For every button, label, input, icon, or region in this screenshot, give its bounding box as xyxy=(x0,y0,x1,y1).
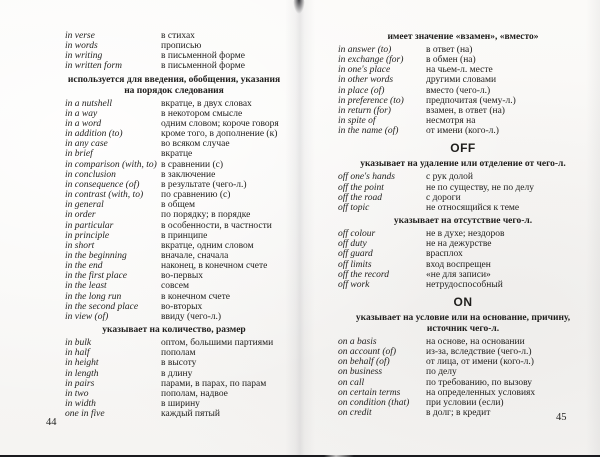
page-left-content xyxy=(65,31,283,419)
entry-term: in particular xyxy=(65,220,114,231)
entry-term: off the record xyxy=(338,269,390,280)
entry-translation: совсем xyxy=(161,281,189,292)
dictionary-entry xyxy=(65,338,283,348)
entry-translation: от имени (кого-л.) xyxy=(426,126,499,137)
entry-term: in writing xyxy=(65,51,103,62)
page-right xyxy=(313,0,600,457)
dictionary-entry xyxy=(65,271,283,281)
dictionary-entry xyxy=(338,126,588,136)
entry-translation: другими словами xyxy=(426,75,497,86)
entry-term: in other words xyxy=(338,75,394,86)
entry-term: in height xyxy=(65,358,99,369)
entry-term: in the first place xyxy=(65,271,128,282)
entry-term: in conclusion xyxy=(65,169,116,180)
entry-translation: не относящийся к теме xyxy=(426,202,520,213)
dictionary-entry xyxy=(338,378,588,388)
dictionary-entry xyxy=(65,61,283,71)
dictionary-entry xyxy=(65,119,283,129)
entry-term: in width xyxy=(65,399,96,409)
entry-term: in order xyxy=(65,210,96,221)
dictionary-entry xyxy=(338,398,588,408)
entry-translation: во всяком случае xyxy=(161,139,230,150)
entry-term: in principle xyxy=(65,230,110,241)
entry-term: in comparison (with, to) xyxy=(65,159,157,170)
entry-translation: парами, в парах, по парам xyxy=(161,378,267,389)
page-number-left: 44 xyxy=(46,417,57,428)
entry-term: in a way xyxy=(65,108,98,119)
entry-term: in answer (to) xyxy=(338,45,392,55)
dictionary-entry xyxy=(65,109,283,119)
entry-translation: по требованию, по вызову xyxy=(426,377,533,388)
entry-translation: в письменной форме xyxy=(161,51,245,62)
section-header: указывает на количество, размер xyxy=(102,325,246,336)
dictionary-entry xyxy=(338,116,588,126)
dictionary-entry xyxy=(338,203,588,213)
entry-term: in view (of) xyxy=(65,311,109,322)
entry-translation: каждый пятый xyxy=(161,409,220,420)
dictionary-entry xyxy=(338,337,588,347)
entry-term: in contrast (with, to) xyxy=(65,190,144,201)
entry-term: in a nutshell xyxy=(65,98,112,109)
dictionary-entry xyxy=(338,96,588,106)
dictionary-entry xyxy=(338,388,588,398)
entry-translation: вкратце xyxy=(161,149,193,160)
dictionary-entry xyxy=(338,280,588,290)
entry-term: in pairs xyxy=(65,378,95,389)
entry-translation: в сравнении (с) xyxy=(161,159,224,170)
entry-term: on condition (that) xyxy=(338,397,410,408)
entry-term: on a basis xyxy=(338,336,377,347)
entry-term: in two xyxy=(65,388,89,399)
entry-translation: прописью xyxy=(161,41,202,52)
dictionary-entry xyxy=(65,241,283,251)
entry-term: off colour xyxy=(338,229,376,240)
dictionary-entry xyxy=(65,149,283,159)
entry-translation: вначале, сначала xyxy=(161,250,229,261)
entry-term: in the second place xyxy=(65,301,139,312)
entry-translation: в ширину xyxy=(161,399,200,409)
entry-term: in the name (of) xyxy=(338,126,399,137)
dictionary-entry xyxy=(65,409,283,419)
entry-translation: при условии (если) xyxy=(426,397,504,408)
dictionary-entry xyxy=(65,200,283,210)
page-number-right: 45 xyxy=(556,412,567,423)
entry-translation: «не для записи» xyxy=(426,269,491,280)
entry-translation: пополам xyxy=(161,348,196,359)
entry-translation: пополам, надвое xyxy=(161,388,228,399)
entry-term: in preference (to) xyxy=(338,95,404,106)
entry-term: in half xyxy=(65,348,90,359)
entry-term: in verse xyxy=(65,31,95,41)
entry-translation: вход воспрещен xyxy=(426,259,491,270)
entry-translation: несмотря на xyxy=(426,116,476,127)
dictionary-entry xyxy=(65,231,283,241)
entry-translation: из-за, вследствие (чего-л.) xyxy=(426,347,532,358)
dictionary-entry xyxy=(338,55,588,65)
entry-translation: наконец, в конечном счете xyxy=(161,261,268,272)
entry-translation: по порядку; в порядке xyxy=(161,210,251,221)
entry-translation: в результате (чего-л.) xyxy=(161,179,247,190)
dictionary-entry xyxy=(65,160,283,170)
entry-term: on behalf (of) xyxy=(338,357,390,368)
dictionary-entry xyxy=(65,369,283,379)
dictionary-entry xyxy=(338,45,588,55)
section-header: указывает на условие или на основание, причину, источник чего-л. xyxy=(355,312,571,334)
dictionary-entry xyxy=(338,260,588,270)
entry-term: in the end xyxy=(65,261,103,272)
entry-translation: в некотором смысле xyxy=(161,108,243,119)
entry-translation: врасплох xyxy=(426,249,463,260)
entry-term: in written form xyxy=(65,61,123,72)
entry-term: in brief xyxy=(65,149,93,160)
entry-translation: взамен, в ответ (на) xyxy=(426,105,505,116)
dictionary-entry xyxy=(65,31,283,41)
entry-term: in exchange (for) xyxy=(338,55,404,66)
dictionary-entry xyxy=(338,65,588,75)
entry-translation: в конечном счете xyxy=(161,291,231,302)
entry-translation: в длину xyxy=(161,368,193,379)
entry-translation: в стихах xyxy=(161,31,195,41)
dictionary-entry xyxy=(65,41,283,51)
page-right-content xyxy=(338,32,588,418)
dictionary-entry xyxy=(338,347,588,357)
dictionary-entry xyxy=(338,408,588,418)
entry-translation: в особенности, в частности xyxy=(161,220,272,231)
entry-term: off one's hands xyxy=(338,172,395,183)
dictionary-entry xyxy=(65,51,283,61)
entry-term: in the least xyxy=(65,281,107,292)
section-title-off: OFF xyxy=(450,141,476,156)
entry-translation: от лица, от имени (кого-л.) xyxy=(426,357,534,368)
entry-translation: в ответ (на) xyxy=(426,45,473,55)
entry-translation: во-первых xyxy=(161,271,204,282)
entry-translation: вместо (чего-л.) xyxy=(426,85,491,96)
entry-translation: не на дежурстве xyxy=(426,239,492,250)
entry-term: on account (of) xyxy=(338,347,397,358)
entry-translation: на определенных условиях xyxy=(426,387,536,398)
entry-term: on call xyxy=(338,377,365,388)
dictionary-entry xyxy=(338,193,588,203)
entry-term: in short xyxy=(65,240,95,251)
entry-translation: вкратце, в двух словах xyxy=(161,98,252,109)
entry-translation: на основе, на основании xyxy=(426,336,525,347)
dictionary-entry xyxy=(65,251,283,261)
entry-translation: во-вторых xyxy=(161,301,203,312)
dictionary-entry xyxy=(65,139,283,149)
dictionary-entry xyxy=(338,357,588,367)
entry-term: on certain terms xyxy=(338,387,401,398)
section-header: имеет значение «взамен», «вместо» xyxy=(387,32,539,42)
section-header: используется для введения, обобщения, указания на порядок следования xyxy=(67,74,281,96)
dictionary-entry xyxy=(65,348,283,358)
page-edge-shading xyxy=(586,0,600,457)
entry-translation: кроме того, в дополнение (к) xyxy=(161,129,278,140)
entry-term: in length xyxy=(65,368,99,379)
entry-translation: не в духе; нездоров xyxy=(426,229,505,240)
dictionary-entry xyxy=(65,221,283,231)
entry-term: off work xyxy=(338,279,370,290)
entry-translation: предпочитая (чему-л.) xyxy=(426,95,516,106)
entry-term: in one's place xyxy=(338,65,391,76)
entry-translation: не по существу, не по делу xyxy=(426,182,534,193)
entry-term: in general xyxy=(65,200,104,211)
dictionary-entry xyxy=(338,86,588,96)
entry-translation: одним словом; короче говоря xyxy=(161,118,279,129)
dictionary-entry xyxy=(338,229,588,239)
dictionary-entry xyxy=(338,75,588,85)
entry-term: off the point xyxy=(338,182,384,193)
dictionary-entry xyxy=(338,106,588,116)
entry-term: in place (of) xyxy=(338,85,385,96)
entry-translation: по делу xyxy=(426,367,457,378)
entry-term: in any case xyxy=(65,139,108,150)
entry-term: in consequence (of) xyxy=(65,179,140,190)
dictionary-entry xyxy=(338,239,588,249)
dictionary-entry xyxy=(65,210,283,220)
entry-term: off the road xyxy=(338,192,382,203)
dictionary-entry xyxy=(65,312,283,322)
dictionary-entry xyxy=(65,281,283,291)
entry-translation: по сравнению (с) xyxy=(161,190,231,201)
entry-translation: в долг; в кредит xyxy=(426,408,491,419)
entry-translation: ввиду (чего-л.) xyxy=(161,311,222,322)
dictionary-entry xyxy=(338,270,588,280)
book-gutter xyxy=(285,0,315,457)
dictionary-entry xyxy=(65,302,283,312)
entry-term: in words xyxy=(65,41,98,52)
entry-translation: в общем xyxy=(161,200,195,211)
dictionary-entry xyxy=(65,129,283,139)
entry-term: on credit xyxy=(338,408,372,419)
dictionary-entry xyxy=(65,170,283,180)
dictionary-entry xyxy=(65,99,283,109)
dictionary-entry xyxy=(65,358,283,368)
entry-translation: оптом, большими партиями xyxy=(161,338,274,349)
entry-term: on business xyxy=(338,367,383,378)
entry-translation: в высоту xyxy=(161,358,197,369)
dictionary-entry xyxy=(338,249,588,259)
entry-term: in the beginning xyxy=(65,250,127,261)
section-header: указывает на удаление или отделение от чего-л. xyxy=(360,159,566,170)
entry-term: off topic xyxy=(338,202,370,213)
dictionary-entry xyxy=(65,399,283,409)
entry-translation: в принципе xyxy=(161,230,208,241)
entry-translation: вкратце, одним словом xyxy=(161,240,254,251)
entry-translation: на чьем-л. месте xyxy=(426,65,493,76)
entry-term: in bulk xyxy=(65,338,92,349)
dictionary-entry xyxy=(65,180,283,190)
entry-term: off guard xyxy=(338,249,373,260)
entry-term: in the long run xyxy=(65,291,122,302)
page-left xyxy=(0,0,287,457)
dictionary-entry xyxy=(65,292,283,302)
dictionary-entry xyxy=(338,183,588,193)
dictionary-entry xyxy=(338,367,588,377)
entry-translation: нетрудоспособный xyxy=(426,279,503,290)
entry-translation: в обмен (на) xyxy=(426,55,476,66)
entry-translation: с дороги xyxy=(426,192,461,203)
entry-term: in spite of xyxy=(338,116,376,127)
dictionary-entry xyxy=(65,261,283,271)
entry-translation: в письменной форме xyxy=(161,61,245,72)
entry-translation: в заключение xyxy=(161,169,216,180)
entry-term: in a word xyxy=(65,118,102,129)
dictionary-entry xyxy=(65,379,283,389)
entry-translation: с рук долой xyxy=(426,172,473,183)
entry-term: one in five xyxy=(65,409,105,420)
entry-term: in addition (to) xyxy=(65,129,123,140)
dictionary-entry xyxy=(65,190,283,200)
entry-term: off duty xyxy=(338,239,367,250)
dictionary-entry xyxy=(65,389,283,399)
section-header: указывает на отсутствие чего-л. xyxy=(393,216,533,227)
dictionary-entry xyxy=(338,172,588,182)
section-title-on: ON xyxy=(453,294,473,309)
entry-term: in return (for) xyxy=(338,105,391,116)
entry-term: off limits xyxy=(338,259,372,270)
